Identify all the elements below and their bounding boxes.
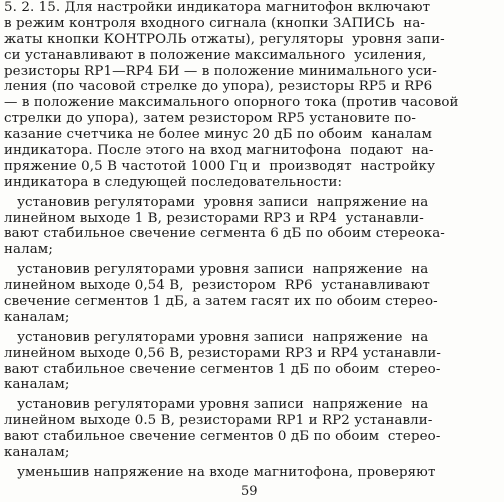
text-line: установив регуляторами уровня записи напряжение на bbox=[4, 397, 429, 413]
text-line: ления (по часовой стрелке до упора), резисторы RP5 и RP6 bbox=[4, 79, 433, 95]
text-line: жаты кнопки КОНТРОЛЬ отжаты), регуляторы уровня запи- bbox=[4, 31, 445, 47]
paragraph-step-3 bbox=[4, 330, 498, 394]
text-line: уменьшив напряжение на входе магнитофона, проверяют bbox=[4, 464, 436, 480]
text-line: в режим контроля входного сигнала (кнопки ЗАПИСЬ на- bbox=[4, 15, 426, 31]
text-line: установив регуляторами уровня записи напряжение на bbox=[4, 329, 429, 345]
paragraph-step-5 bbox=[4, 465, 498, 481]
text-line: казание счетчика не более минус 20 дБ по обоим каналам bbox=[4, 127, 433, 143]
paragraph-step-4 bbox=[4, 397, 498, 461]
text-line: каналам; bbox=[4, 445, 70, 461]
text-line: вают стабильное свечение сегментов 0 дБ по обоим стерео- bbox=[4, 429, 441, 445]
text-line: установив регуляторами уровня записи напряжение на bbox=[4, 194, 429, 210]
text-line: индикатора в следующей последовательности: bbox=[4, 174, 343, 190]
text-line: вают стабильное свечение сегмента 6 дБ по обоим стереока- bbox=[4, 226, 445, 242]
text-line: установив регуляторами уровня записи напряжение на bbox=[4, 262, 429, 278]
paragraph-step-1 bbox=[4, 195, 498, 259]
text-line: вают стабильное свечение сегментов 1 дБ по обоим стерео- bbox=[4, 361, 441, 377]
text-line: пряжение 0,5 В частотой 1000 Гц и производят настройку bbox=[4, 158, 436, 174]
text-line: резисторы RP1—RP4 БИ — в положение минимального уси- bbox=[4, 63, 437, 79]
text-line: каналам; bbox=[4, 377, 70, 393]
text-line: индикатора. После этого на вход магнитофона подают на- bbox=[4, 143, 434, 159]
text-line: налам; bbox=[4, 242, 53, 258]
text-line: свечение сегментов 1 дБ, а затем гасят их по обоим стерео- bbox=[4, 294, 438, 310]
text-line: линейном выходе 0,56 В, резисторами RP3 и RP4 устанавли- bbox=[4, 345, 442, 361]
paragraph-setup bbox=[4, 0, 498, 191]
text-line: си устанавливают в положение максимального усиления, bbox=[4, 47, 427, 63]
text-line: каналам; bbox=[4, 309, 70, 325]
text-line: линейном выходе 1 В, резисторами RP3 и RP4 устанавли- bbox=[4, 210, 424, 226]
text-line: стрелки до упора), затем резистором RP5 установите по- bbox=[4, 111, 417, 127]
text-line: линейном выходе 0.5 В, резисторами RP1 и RP2 устанавли- bbox=[4, 413, 433, 429]
paragraph-step-2 bbox=[4, 262, 498, 326]
body-text bbox=[4, 0, 498, 481]
page-number: 59 bbox=[241, 484, 258, 499]
text-line: 5. 2. 15. Для настройки индикатора магнитофон включают bbox=[4, 0, 431, 15]
text-line: линейном выходе 0,54 В, резистором RP6 устанавливают bbox=[4, 278, 430, 294]
text-line: — в положение максимального опорного тока (против часовой bbox=[4, 95, 459, 111]
